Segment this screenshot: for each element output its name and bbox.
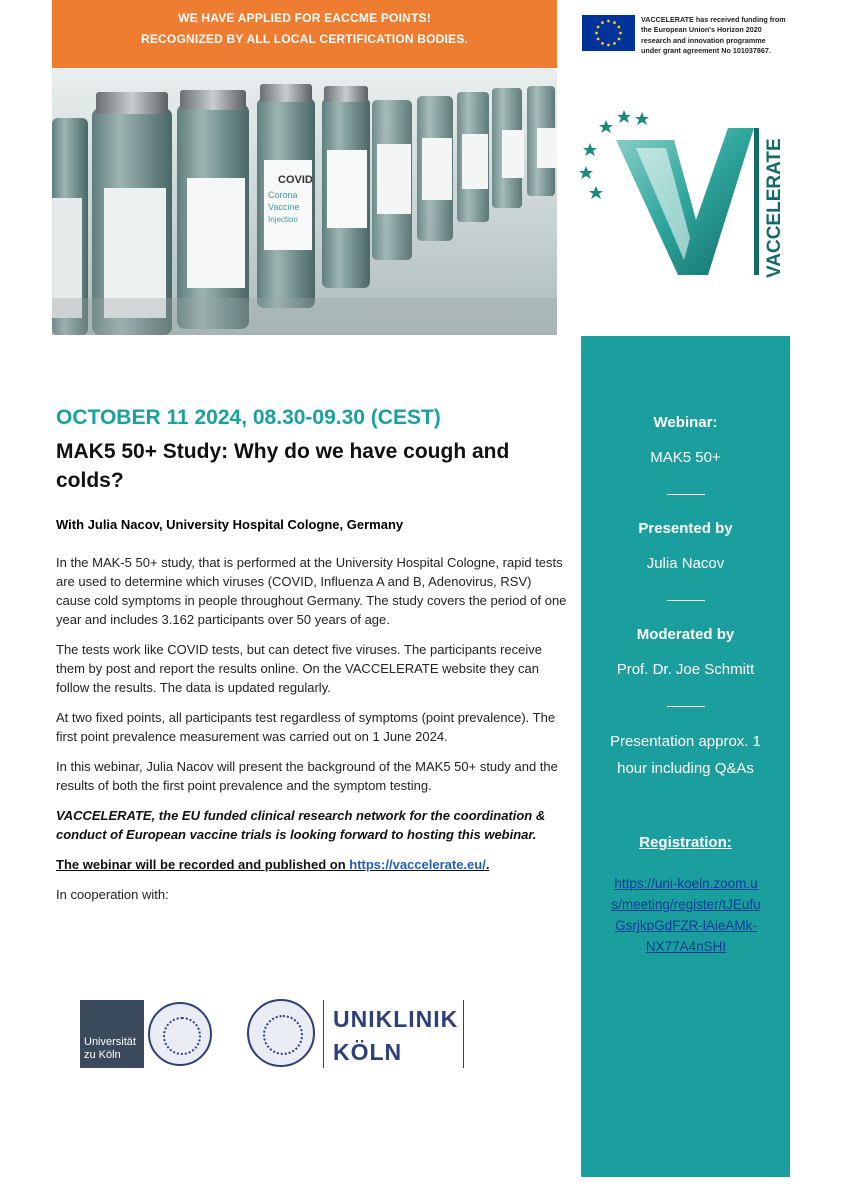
- vial-label-injection: Injection: [268, 215, 298, 224]
- event-date: OCTOBER 11 2024, 08.30-09.30 (CEST): [56, 406, 441, 429]
- eu-funding-line-3: research and innovation programme: [641, 35, 766, 45]
- presented-by-label: Presented by: [638, 520, 733, 537]
- webinar-label: Webinar:: [653, 414, 718, 431]
- uniklinik-seal-icon: [247, 999, 315, 1067]
- registration-label: Registration:: [639, 834, 732, 851]
- vial-label-covid: COVID: [278, 174, 313, 186]
- uni-logo-line-1: Universität: [84, 1036, 136, 1048]
- presentation-duration: Presentation approx. 1 hour including Q&As: [610, 733, 761, 777]
- webinar-value: MAK5 50+: [650, 449, 721, 466]
- description-paragraph-4: In this webinar, Julia Nacov will present the background of the MAK5 50+ study and the results of both the first point prevalence and the symptom testing.: [56, 759, 558, 793]
- registration-link[interactable]: https://uni-koeln.zoom.us/meeting/register/tJEufuGsrjkpGdFZR-lAieAMk-NX77A4nSHI: [611, 876, 761, 954]
- description-paragraph-1: In the MAK-5 50+ study, that is performed at the University Hospital Cologne, rapid tests are used to determine which viruses (COVID, Influenza A and B, Adenovirus, RSV) cause cold symptoms in people throughout Germany. The study covers the period of one year and includes 3.162 participants over 50 years of age.: [56, 555, 567, 627]
- eu-funding-text: [641, 15, 821, 57]
- banner-line-1: WE HAVE APPLIED FOR EACCME POINTS!: [178, 11, 431, 25]
- uniklinik-divider-left: [323, 1000, 324, 1068]
- sidebar-separator: [667, 706, 705, 707]
- university-of-cologne-wordmark: [80, 1000, 144, 1068]
- description-paragraph-2: The tests work like COVID tests, but can detect five viruses. The participants receive them by post and report the results online. On the VACCELERATE website they can follow the results. The data is updated regularly.: [56, 642, 543, 695]
- vaccelerate-logo: [578, 100, 788, 285]
- event-title-line-1: MAK5 50+ Study: Why do we have cough and: [56, 440, 510, 463]
- presenter-name: Julia Nacov: [646, 555, 725, 572]
- event-info-sidebar: [581, 336, 790, 1177]
- description-paragraph-5: VACCELERATE, the EU funded clinical research network for the coordination & conduct of European vaccine trials is looking forward to hosting this webinar.: [56, 808, 546, 842]
- sidebar-separator: [667, 600, 705, 601]
- eu-funding-line-2: the European Union's Horizon 2020: [641, 25, 762, 35]
- description-paragraph-3: At two fixed points, all participants test regardless of symptoms (point prevalence). The first point prevalence measurement was carried out on 1 June 2024.: [56, 710, 556, 744]
- banner-line-2: RECOGNIZED BY ALL LOCAL CERTIFICATION BODIES.: [140, 32, 468, 46]
- university-of-cologne-logo: [80, 1000, 215, 1068]
- eu-funding-line-1: VACCELERATE has received funding from: [641, 15, 786, 24]
- uniklinik-koeln-logo: [333, 1003, 458, 1069]
- recording-notice: [56, 855, 568, 874]
- vaccine-vials-photo: [52, 68, 557, 335]
- eu-funding-notice: [582, 15, 812, 65]
- vaccelerate-logo-text: VACCELERATE: [764, 138, 785, 278]
- eu-flag-icon: [582, 15, 635, 51]
- cooperation-label: In cooperation with:: [56, 887, 169, 902]
- vial-label-corona: Corona: [268, 190, 298, 200]
- uniklinik-logo-line-2: KÖLN: [333, 1039, 403, 1065]
- sidebar-separator: [667, 494, 705, 495]
- vaccelerate-website-link[interactable]: https://vaccelerate.eu/: [349, 857, 486, 872]
- eu-funding-line-4: under grant agreement No 101037867.: [641, 46, 771, 56]
- moderator-name: Prof. Dr. Joe Schmitt: [616, 661, 755, 678]
- speaker-line: With Julia Nacov, University Hospital Cologne, Germany: [56, 517, 404, 532]
- event-title-line-2: colds?: [56, 469, 124, 492]
- eaccme-banner: [52, 0, 557, 68]
- uniklinik-logo-line-1: UNIKLINIK: [333, 1006, 459, 1032]
- recording-notice-text: The webinar will be recorded and published on: [56, 857, 350, 872]
- university-seal-icon: [148, 1002, 212, 1066]
- uniklinik-divider-right: [463, 1000, 464, 1068]
- recording-notice-suffix: .: [485, 857, 490, 872]
- uni-logo-line-2: zu Köln: [84, 1049, 121, 1061]
- event-title: [56, 437, 556, 495]
- moderated-by-label: Moderated by: [636, 626, 735, 643]
- event-description: [56, 553, 568, 915]
- vial-label-vaccine: Vaccine: [268, 202, 300, 212]
